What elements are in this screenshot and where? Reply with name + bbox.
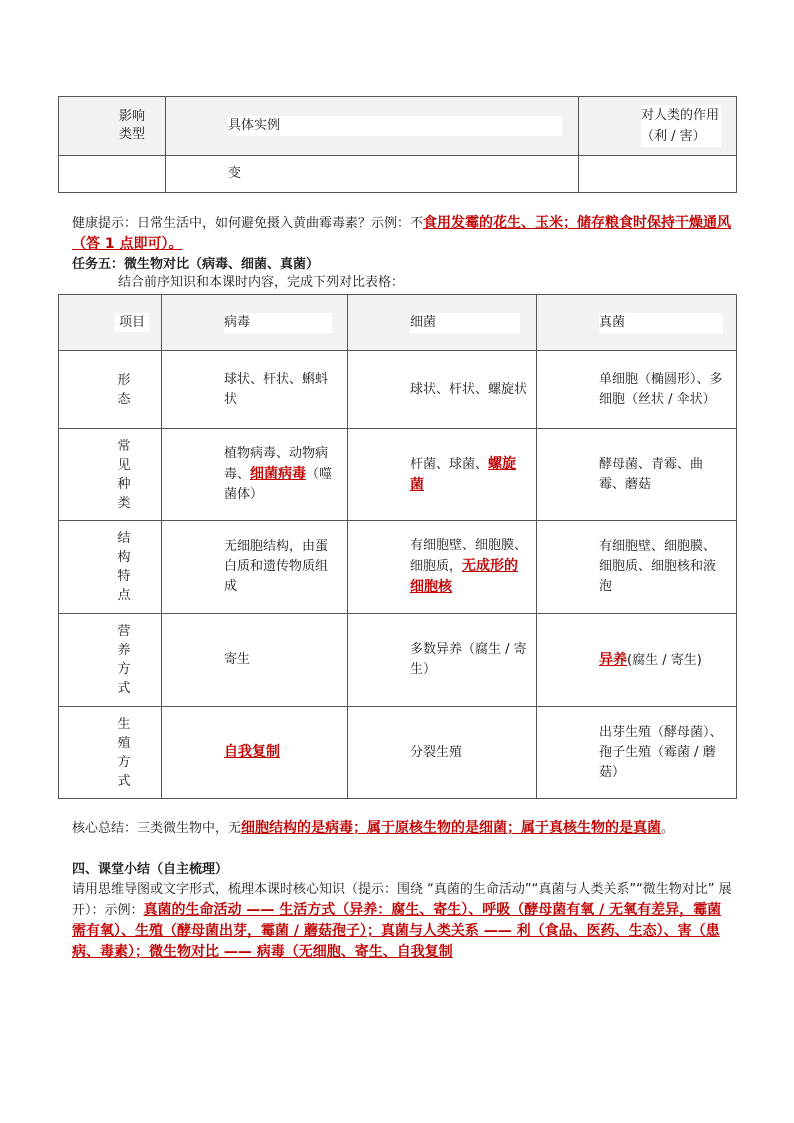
row-effect-cell (579, 156, 737, 193)
bacteria-structure: 有细胞壁、细胞膜、细胞质，无成形的细胞核 (348, 521, 537, 614)
header-item: 项目 (59, 295, 162, 351)
bacteria-reproduction: 分裂生殖 (348, 707, 537, 799)
table-row (59, 614, 737, 707)
row-label-reproduction: 生殖方式 (59, 707, 162, 799)
fungi-nutrition: 异养(腐生 / 寄生) (537, 614, 737, 707)
fungi-shape: 单细胞（椭圆形）、多细胞（丝状 / 伞状） (537, 351, 737, 429)
fungi-structure: 有细胞壁、细胞膜、细胞质、细胞核和液泡 (537, 521, 737, 614)
header-type: 影响类型 (59, 97, 166, 156)
header-fungi: 真菌 (537, 295, 737, 351)
header-bacteria: 细菌 (348, 295, 537, 351)
virus-reproduction: 自我复制 (162, 707, 348, 799)
section4-title: 四、课堂小结（自主梳理） (72, 862, 229, 877)
table-row (59, 351, 737, 429)
header-effect: 对人类的作用（利 / 害） (579, 97, 737, 156)
bacteria-shape: 球状、杆状、螺旋状 (348, 351, 537, 429)
fungi-reproduction: 出芽生殖（酵母菌）、孢子生殖（霉菌 / 蘑菇） (537, 707, 737, 799)
bacteria-nutrition: 多数异养（腐生 / 寄生） (348, 614, 537, 707)
row-example-cell: 变 (166, 156, 579, 193)
header-virus: 病毒 (162, 295, 348, 351)
virus-shape: 球状、杆状、蝌蚪状 (162, 351, 348, 429)
influence-table (58, 96, 737, 193)
task5-title: 任务五：微生物对比（病毒、细菌、真菌） (72, 257, 320, 272)
core-summary: 核心总结：三类微生物中，无细胞结构的是病毒；属于原核生物的是细菌；属于真核生物的是真菌。 (72, 820, 675, 836)
row-label-structure: 结构特点 (59, 521, 162, 614)
row-label-shape: 形态 (59, 351, 162, 429)
table-row (59, 429, 737, 521)
row-label-nutrition: 营养方式 (59, 614, 162, 707)
virus-species: 植物病毒、动物病毒、细菌病毒（噬菌体） (162, 429, 348, 521)
health-tip: 健康提示：日常生活中，如何避免摄入黄曲霉毒素？示例：不食用发霉的花生、玉米；储存粮食时保持干燥通风（答 1 点即可）。 (72, 215, 732, 252)
row-type-cell (59, 156, 166, 193)
virus-structure: 无细胞结构，由蛋白质和遗传物质组成 (162, 521, 348, 614)
fungi-species: 酵母菌、青霉、曲霉、蘑菇 (537, 429, 737, 521)
row-label-species: 常见种类 (59, 429, 162, 521)
microbe-comparison-table (58, 294, 737, 799)
table-row (59, 707, 737, 799)
task5-instruction: 结合前序知识和本课时内容，完成下列对比表格： (118, 275, 405, 290)
header-example: 具体实例 (166, 97, 579, 156)
table-row (59, 521, 737, 614)
bacteria-species: 杆菌、球菌、螺旋菌 (348, 429, 537, 521)
virus-nutrition: 寄生 (162, 614, 348, 707)
section4-body: 请用思维导图或文字形式，梳理本课时核心知识（提示：围绕 “真菌的生命活动”“真菌与人类关系”“微生物对比” 展开）：示例：真菌的生命活动 —— 生活方式（异养：腐生、寄生）、呼吸（酵母菌有氧 / 无氧有差异，霉菌需有氧）、生殖（酵母菌出芽，霉菌 / 蘑菇孢子）；真菌与人类关系 —— 利（食品、医药、生态）、害（患病、毒素）；微生物对比 —— 病毒（无细胞、寄生、自我复制 (72, 882, 732, 960)
